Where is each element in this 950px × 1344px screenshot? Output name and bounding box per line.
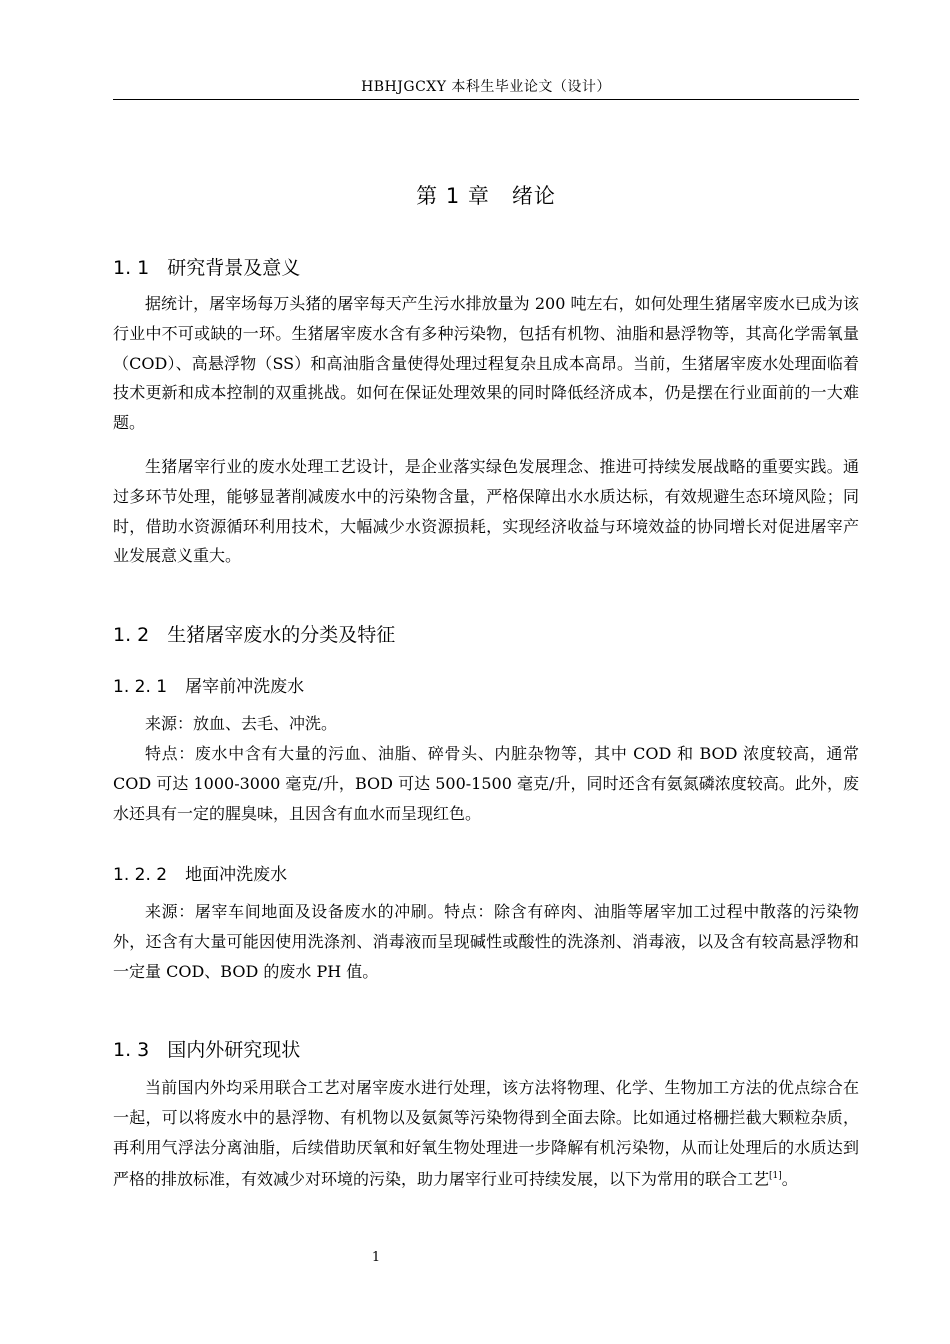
paragraph-end: 。 (781, 1169, 798, 1189)
subsection-title: 屠宰前冲洗废水 (185, 677, 305, 697)
header-divider (113, 99, 859, 100)
section-heading-1-3 (113, 1035, 300, 1062)
paragraph-floor-washing: 来源：屠宰车间地面及设备废水的冲刷。特点：除含有碎肉、油脂等屠宰加工过程中散落的污染物外，还含有大量可能因使用洗涤剂、消毒液而呈现碱性或酸性的洗涤剂、消毒液，以及含有较高悬浮物和一定量 COD、BOD 的废水 PH 值。 (113, 902, 859, 981)
header-title: HBHJGCXY 本科生毕业论文（设计） (361, 79, 611, 95)
subsection-title: 地面冲洗废水 (185, 865, 288, 885)
paragraph-background-2: 生猪屠宰行业的废水处理工艺设计，是企业落实绿色发展理念、推进可持续发展战略的重要实践。通过多环节处理，能够显著削减废水中的污染物含量，严格保障出水水质达标，有效规避生态环境风险；同时，借助水资源循环利用技术，大幅减少水资源损耗，实现经济收益与环境效益的协同增长对促进屠宰产业发展意义重大。 (113, 457, 859, 566)
paragraph-background-1: 据统计，屠宰场每万头猪的屠宰每天产生污水排放量为 200 吨左右，如何处理生猪屠宰废水已成为该行业中不可或缺的一环。生猪屠宰废水含有多种污染物，包括有机物、油脂和悬浮物等，其高化学需氧量（COD）、高悬浮物（SS）和高油脂含量使得处理过程复杂且成本高昂。当前，生猪屠宰废水处理面临着技术更新和成本控制的双重挑战。如何在保证处理效果的同时降低经济成本，仍是摆在行业面前的一大难题。 (113, 294, 859, 433)
chapter-title (113, 180, 859, 210)
section-title: 生猪屠宰废水的分类及特征 (167, 624, 396, 646)
chapter-number: 第 1 章 (416, 184, 490, 208)
section-title: 研究背景及意义 (167, 257, 301, 279)
paragraph-research-status (113, 1073, 859, 1195)
subsection-heading-1-2-2 (113, 860, 287, 885)
paragraph-text: 当前国内外均采用联合工艺对屠宰废水进行处理，该方法将物理、化学、生物加工方法的优点综合在一起，可以将废水中的悬浮物、有机物以及氨氮等污染物得到全面去除。比如通过格栅拦截大颗粒杂质，再利用气浮法分离油脂，后续借助厌氧和好氧生物处理进一步降解有机污染物，从而让处理后的水质达到严格的排放标准，有效减少对环境的污染，助力屠宰行业可持续发展，以下为常用的联合工艺 (113, 1078, 859, 1189)
section-number: 1. 2 (113, 624, 150, 646)
section-heading-1-2 (113, 620, 395, 647)
section-number: 1. 1 (113, 257, 150, 279)
section-heading-1-1 (113, 253, 300, 280)
subsection-number: 1. 2. 2 (113, 865, 168, 885)
page-number: 1 (371, 1250, 381, 1265)
paragraph-features-1: 特点：废水中含有大量的污血、油脂、碎骨头、内脏杂物等，其中 COD 和 BOD 浓度较高，通常 COD 可达 1000-3000 毫克/升，BOD 可达 500-1500 毫克/升，同时还含有氨氮磷浓度较高。此外，废水还具有一定的腥臭味，且因含有血水而呈现红色。 (113, 744, 859, 823)
section-number: 1. 3 (113, 1039, 150, 1061)
paragraph-source-1: 来源：放血、去毛、冲洗。 (145, 714, 338, 733)
chapter-name: 绪论 (511, 184, 556, 208)
subsection-number: 1. 2. 1 (113, 677, 168, 697)
section-title: 国内外研究现状 (167, 1039, 301, 1061)
citation-reference[interactable]: [1] (769, 1171, 782, 1182)
subsection-heading-1-2-1 (113, 672, 304, 697)
